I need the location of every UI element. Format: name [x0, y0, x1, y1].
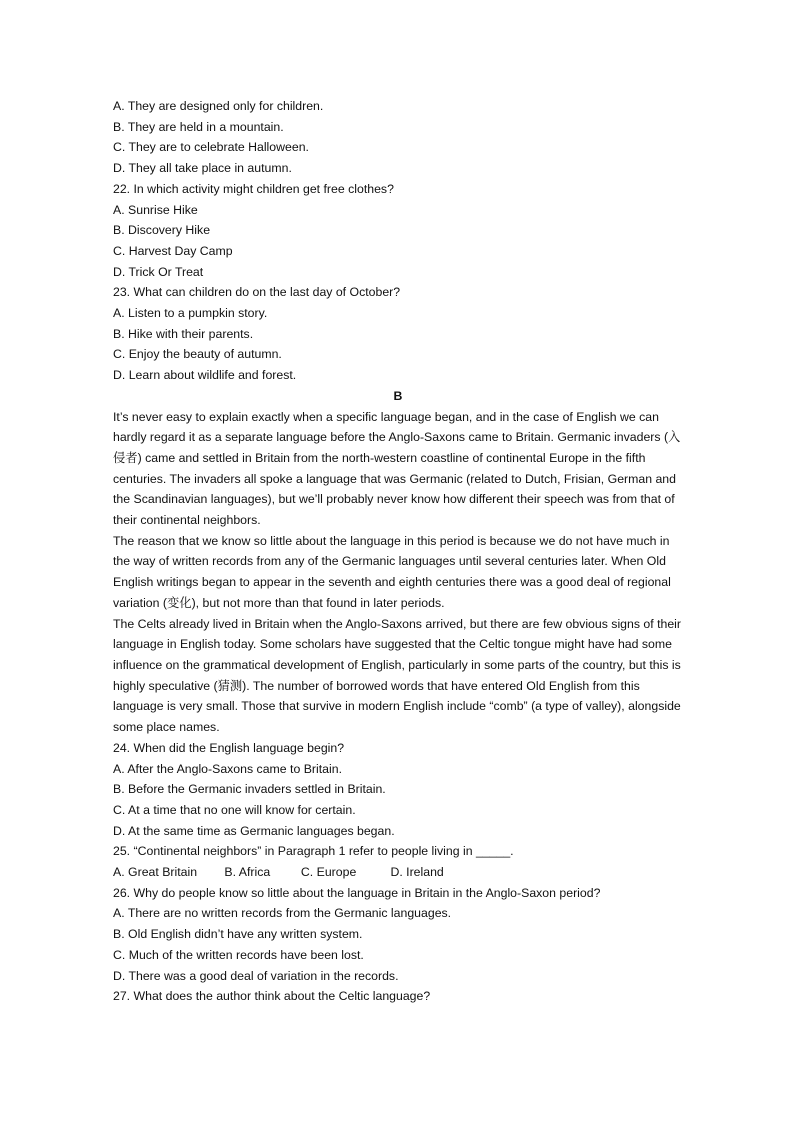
option-21-c: C. They are to celebrate Halloween. [113, 140, 309, 155]
passage-b-heading: B [393, 388, 403, 403]
question-22 [113, 179, 683, 283]
option-26-a: A. There are no written records from the Germanic languages. [113, 906, 452, 921]
option-24-c: C. At a time that no one will know for certain. [113, 802, 356, 817]
option-22-c: C. Harvest Day Camp [113, 243, 233, 258]
question-27-text: 27. What does the author think about the Celtic language? [113, 989, 431, 1004]
question-23 [113, 282, 683, 386]
question-21-options [113, 96, 683, 179]
question-26-text: 26. Why do people know so little about the language in Britain in the Anglo-Saxon period? [113, 885, 601, 900]
option-22-b: B. Discovery Hike [113, 223, 211, 238]
passage-b [113, 386, 683, 738]
option-23-c: C. Enjoy the beauty of autumn. [113, 347, 282, 362]
option-21-a: A. They are designed only for children. [113, 99, 324, 113]
question-24-text: 24. When did the English language begin? [113, 740, 345, 755]
question-27 [113, 986, 683, 1007]
option-22-a: A. Sunrise Hike [113, 202, 198, 217]
option-26-d: D. There was a good deal of variation in the records. [113, 968, 399, 983]
option-26-b: B. Old English didn’t have any written system. [113, 927, 363, 942]
option-23-b: B. Hike with their parents. [113, 326, 254, 341]
option-23-a: A. Listen to a pumpkin story. [113, 306, 268, 321]
question-25-text: 25. “Continental neighbors” in Paragraph 1 refer to people living in _____. [113, 844, 514, 859]
question-22-text: 22. In which activity might children get free clothes? [113, 181, 394, 196]
option-21-b: B. They are held in a mountain. [113, 119, 284, 134]
option-21-d: D. They all take place in autumn. [113, 161, 292, 176]
option-24-b: B. Before the Germanic invaders settled in Britain. [113, 782, 386, 797]
question-23-text: 23. What can children do on the last day of October? [113, 285, 401, 300]
question-25 [113, 841, 683, 882]
option-22-d: D. Trick Or Treat [113, 264, 204, 279]
question-24 [113, 738, 683, 842]
question-26 [113, 883, 683, 987]
option-26-c: C. Much of the written records have been lost. [113, 947, 364, 962]
passage-b-paragraph-1: It’s never easy to explain exactly when a specific language began, and in the case of English we can hardly regard it as a separate language before the Anglo-Saxons came to Britain. Germanic invaders (入侵者) came and settled in Britain from the north-western coastline of continental Europe in the fifth centuries. The invaders all spoke a language that was Germanic (related to Dutch, Frisian, German and the Scandinavian languages), but we’ll probably never know how different their speech was from that of their continental neighbors. [113, 409, 681, 528]
page-content [113, 96, 683, 1007]
passage-b-paragraph-3: The Celts already lived in Britain when the Anglo-Saxons arrived, but there are few obvious signs of their language in English today. Some scholars have suggested that the Celtic tongue might have had some influence on the grammatical development of English, particularly in some parts of the country, but this is highly speculative (猜测). The number of borrowed words that have entered Old English from this language is very small. Those that survive in modern English include “comb” (a type of valley), alongside some place names. [113, 616, 682, 735]
options-25: A. Great Britain B. Africa C. Europe D. Ireland [113, 865, 444, 880]
option-24-a: A. After the Anglo-Saxons came to Britain. [113, 761, 342, 776]
option-23-d: D. Learn about wildlife and forest. [113, 368, 297, 383]
passage-b-paragraph-2: The reason that we know so little about the language in this period is because we do not have much in the way of written records from any of the Germanic languages until several centuries later. When Old English writings began to appear in the seventh and eighth centuries there was a good deal of regional variation (变化), but not more than that found in later periods. [113, 533, 671, 610]
option-24-d: D. At the same time as Germanic languages began. [113, 823, 395, 838]
